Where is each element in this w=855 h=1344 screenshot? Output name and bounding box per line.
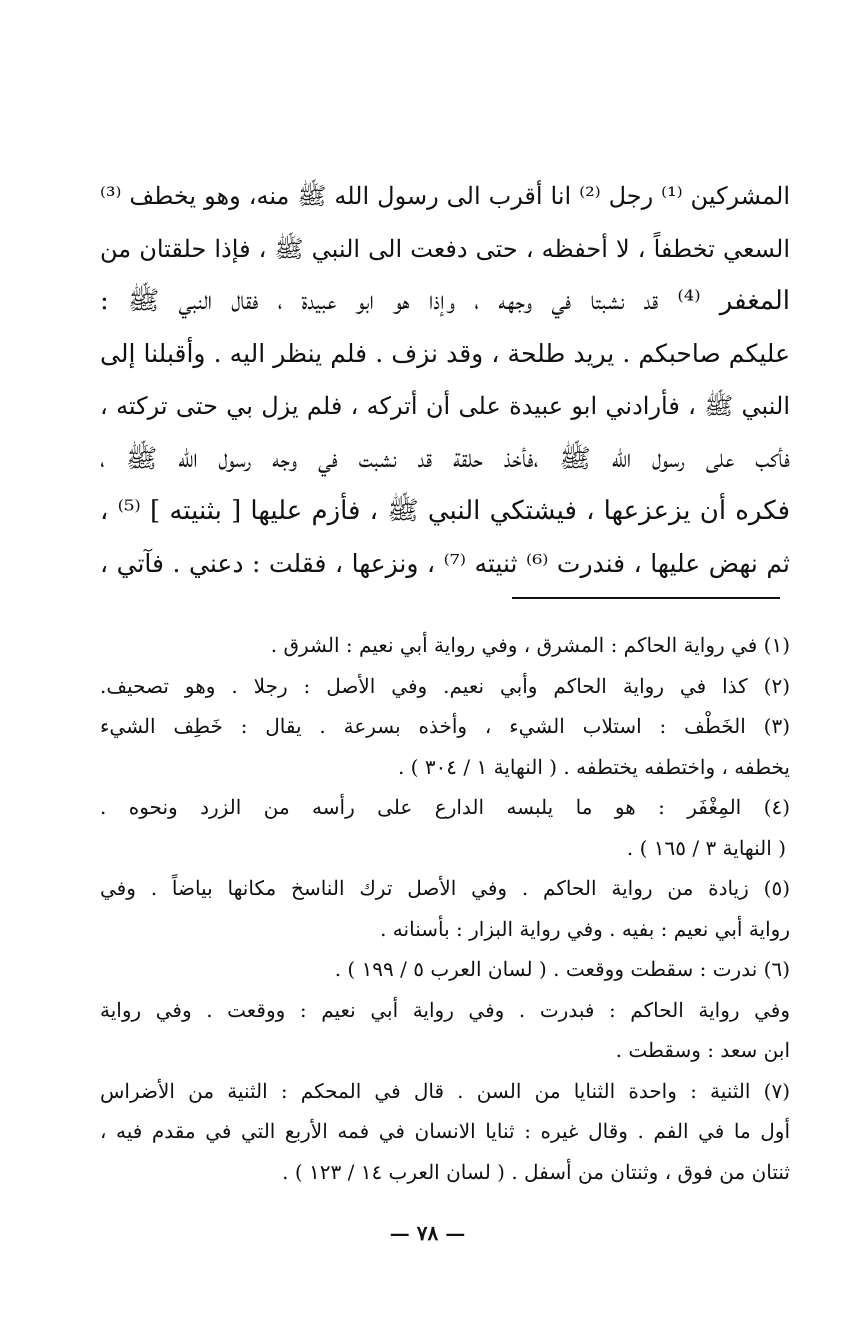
main-text-line: النبي ﷺ ، فأرادني ابو عبيدة على أن أتركه ، فلم يزل بي حتى تركته ، (100, 392, 790, 420)
footnote-line: وفي رواية الحاكم : فبدرت . وفي رواية أبي نعيم : ووقعت . وفي رواية (100, 997, 790, 1022)
footnote-line: (٧) الثنية : واحدة الثنايا من السن . قال في المحكم : الثنية من الأضراس (100, 1078, 790, 1103)
footnote-line: (٥) زيادة من رواية الحاكم . وفي الأصل ترك الناسخ مكانها بياضاً . وفي (100, 876, 790, 900)
footnote-line: ابن سعد : وسقطت . (615, 1038, 790, 1062)
main-text-line: ثم نهض عليها ، فندرت ⁽⁶⁾ ثنيته ⁽⁷⁾ ، ونزعها ، فقلت : دعني . فآتي ، (100, 548, 790, 578)
footnote-line: يخطفه ، واختطفه يختطفه . ( النهاية ١ / ٣٠٤ ) . (397, 754, 790, 779)
page-number: — ٧٨ — (389, 1221, 466, 1245)
footnote-line: (٦) ندرت : سقطت ووقعت . ( لسان العرب ٥ / ١٩٩ ) . (334, 957, 790, 981)
main-text-line: فأكب على رسول الله ﷺ ،فأخذ حلقة قد نشبت في وجه رسول الله ﷺ ، (100, 443, 790, 474)
footnote-line: أول ما في الفم . وقال غيره : ثنايا الانسان في فمه الأربع التي في مقدم فيه ، (100, 1119, 790, 1143)
footnote-line: ( النهاية ٣ / ١٦٥ ) . (626, 835, 786, 860)
main-text-line: عليكم صاحبكم . يريد طلحة ، وقد نزف . فلم ينظر اليه . وأقبلنا إلى (100, 338, 790, 368)
footnote-line: رواية أبي نعيم : بفيه . وفي رواية البزار : بأسنانه . (380, 916, 790, 941)
footnote-line: ثنتان من فوق ، وثنتان من أسفل . ( لسان العرب ١٤ / ١٢٣ ) . (282, 1159, 790, 1184)
footnote-line: (٢) كذا في رواية الحاكم وأبي نعيم. وفي الأصل : رجلا . وهو تصحيف. (100, 673, 790, 698)
footnote-line: (٣) الخَطْف : استلاب الشيء ، وأخذه بسرعة . يقال : خَطِف الشيء (100, 714, 790, 738)
main-text-block (100, 170, 790, 590)
footnotes-block (100, 625, 790, 1192)
main-text-line: المغفر ⁽⁴⁾ قد نشبتا في وجهه ، وإذا هو ابو عبيدة ، فقال النبي ﷺ : (100, 286, 790, 316)
footnote-separator (512, 597, 780, 599)
footnote-line: (١) في رواية الحاكم : المشرق ، وفي رواية أبي نعيم : الشرق . (270, 633, 790, 657)
main-text-line: السعي تخطفاً ، لا أحفظه ، حتى دفعت الى النبي ﷺ ، فإذا حلقتان من (100, 234, 790, 263)
footnote-line: (٤) المِغْفَر : هو ما يلبسه الدارع على رأسه من الزرد ونحوه . (100, 795, 790, 819)
main-text-line: فكره أن يزعزعها ، فيشتكي النبي ﷺ ، فأزم عليها [ بثنيته ] ⁽⁵⁾ ، (100, 496, 790, 526)
main-text-line: المشركين ⁽¹⁾ رجل ⁽²⁾ انا أقرب الى رسول الله ﷺ منه، وهو يخطف ⁽³⁾ (100, 182, 790, 210)
